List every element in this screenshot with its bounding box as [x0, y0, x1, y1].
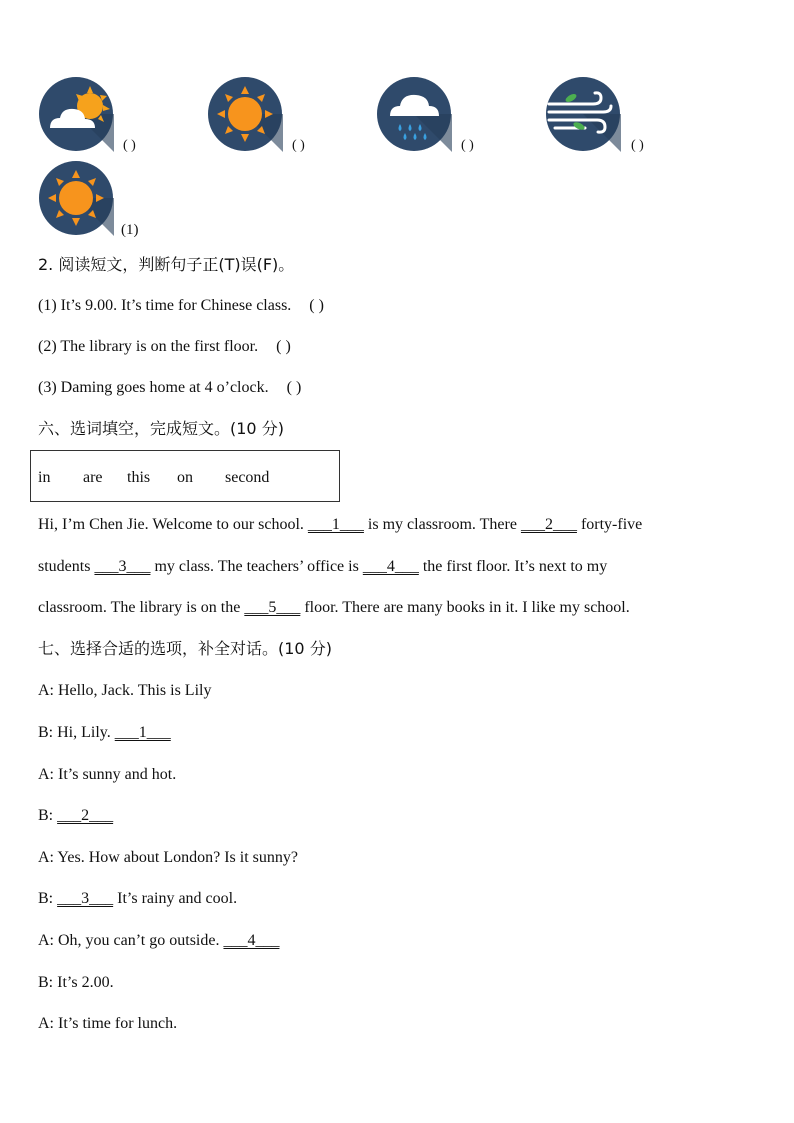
section2-item-3: [38, 378, 301, 398]
word-bank-item: on: [177, 469, 193, 486]
windy-icon: [545, 76, 621, 152]
dialog-line: B: ___3___ It’s rainy and cool.: [38, 890, 238, 907]
item-text: (2) The library is on the first floor.: [38, 338, 259, 355]
blank-1: ___1___: [307, 516, 364, 533]
item-text: (3) Daming goes home at 4 o’clock.: [38, 379, 269, 396]
dialog-line: B: ___2___: [38, 807, 114, 824]
sunny-cloudy-icon: [38, 76, 114, 152]
blank-4: ___4___: [362, 558, 419, 575]
answer-paren-3: ( ): [461, 138, 474, 153]
blank-5: ___5___: [244, 599, 301, 616]
dialog-blank-1: ___1___: [114, 724, 171, 741]
answer-paren-4: ( ): [631, 138, 644, 153]
section6-title: 六、选词填空，完成短文。(10 分): [38, 419, 284, 438]
dialog-blank-2: ___2___: [57, 807, 114, 824]
dialog-line: B: It’s 2.00.: [38, 974, 114, 991]
word-bank-item: this: [127, 469, 151, 486]
blank-2: ___2___: [520, 516, 577, 533]
blank-3: ___3___: [94, 558, 151, 575]
passage-line-3: classroom. The library is on the ___5___ floor. There are many books in it. I like my school.: [38, 599, 630, 616]
dialog-line: A: Hello, Jack. This is Lily: [38, 682, 212, 699]
section2-item-2: [38, 337, 291, 357]
section7-title: 七、选择合适的选项，补全对话。(10 分): [38, 639, 332, 658]
item-text: (1) It’s 9.00. It’s time for Chinese class.: [38, 297, 292, 314]
sunny-icon-2: [38, 160, 114, 236]
dialog-line: B: Hi, Lily. ___1___: [38, 724, 171, 741]
dialog-line: A: Oh, you can’t go outside. ___4___: [38, 932, 280, 949]
rainy-icon: [376, 76, 452, 152]
dialog-blank-4: ___4___: [223, 932, 280, 949]
answer-paren: ( ): [286, 379, 302, 396]
dialog-line: A: It’s sunny and hot.: [38, 766, 177, 783]
sunny-icon: [207, 76, 283, 152]
word-bank-item: are: [83, 469, 103, 486]
answer-paren-1: ( ): [123, 138, 136, 153]
dialog-line: A: Yes. How about London? Is it sunny?: [38, 849, 298, 866]
answer-paren: ( ): [309, 297, 324, 314]
answer-paren: ( ): [276, 338, 291, 355]
word-bank: [30, 450, 340, 502]
dialog-blank-3: ___3___: [57, 890, 114, 907]
passage-line-1: Hi, I’m Chen Jie. Welcome to our school. ___1___ is my classroom. There ___2___ forty-five: [38, 516, 643, 533]
passage-line-2: students ___3___ my class. The teachers’ office is ___4___ the first floor. It’s next to my: [38, 558, 608, 575]
dialog-line: A: It’s time for lunch.: [38, 1015, 178, 1032]
answer-paren-2: ( ): [292, 138, 305, 153]
answer-label-1: (1): [121, 222, 139, 238]
section2-item-1: [38, 296, 324, 316]
word-bank-item: second: [225, 469, 270, 486]
word-bank-item: in: [38, 469, 51, 486]
section2-title: 2. 阅读短文，判断句子正(T)误(F)。: [38, 255, 295, 274]
